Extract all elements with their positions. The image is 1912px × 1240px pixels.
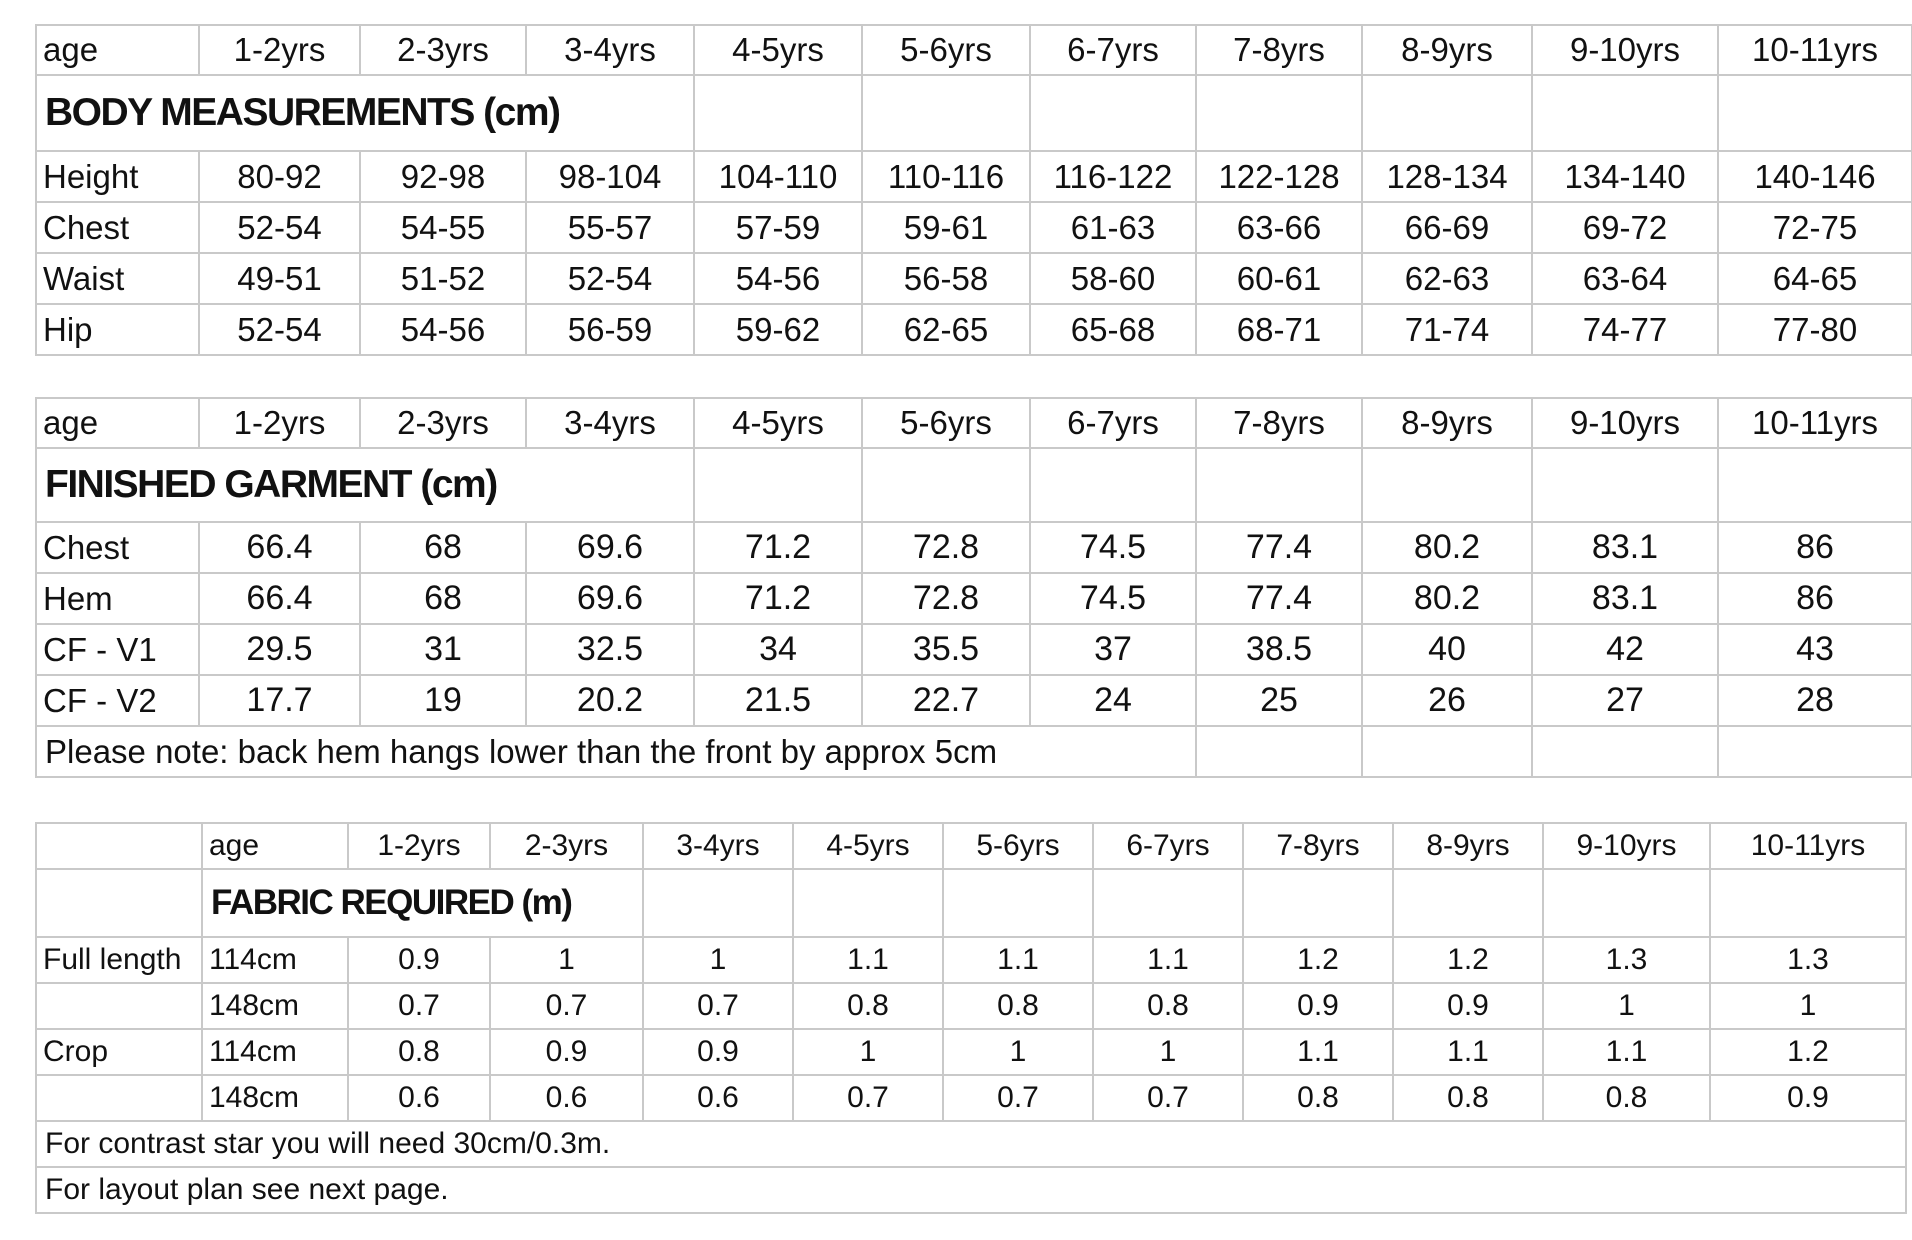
age-col: 8-9yrs [1393, 823, 1543, 869]
table-cell: 1.2 [1393, 937, 1543, 983]
age-col: 2-3yrs [360, 398, 526, 448]
row-label: Hip [36, 304, 199, 355]
table-cell: 80.2 [1362, 573, 1532, 624]
finished-garment-table [35, 397, 1912, 778]
table-cell: 56-58 [862, 253, 1030, 304]
age-col: 4-5yrs [793, 823, 943, 869]
table-cell: 0.9 [1243, 983, 1393, 1029]
row-group-label [36, 1075, 202, 1121]
table-row [36, 675, 1912, 726]
fabric-width: 114cm [202, 937, 348, 983]
note-text: For layout plan see next page. [36, 1167, 1906, 1213]
table-cell: 35.5 [862, 624, 1030, 675]
section-title: FINISHED GARMENT (cm) [36, 448, 694, 522]
table-row [36, 151, 1912, 202]
row-label: CF - V1 [36, 624, 199, 675]
age-col: 7-8yrs [1243, 823, 1393, 869]
row-label: CF - V2 [36, 675, 199, 726]
table-cell: 60-61 [1196, 253, 1362, 304]
table-cell: 38.5 [1196, 624, 1362, 675]
age-col: 7-8yrs [1196, 398, 1362, 448]
age-col: 5-6yrs [862, 398, 1030, 448]
table-cell: 122-128 [1196, 151, 1362, 202]
table-cell: 72.8 [862, 522, 1030, 573]
row-group-label: Full length [36, 937, 202, 983]
table-cell: 0.9 [643, 1029, 793, 1075]
table-cell: 1.1 [1243, 1029, 1393, 1075]
table-cell: 62-65 [862, 304, 1030, 355]
table-cell: 51-52 [360, 253, 526, 304]
age-col: 9-10yrs [1543, 823, 1710, 869]
age-label: age [36, 398, 199, 448]
table-cell: 1.1 [1543, 1029, 1710, 1075]
age-col: 9-10yrs [1532, 398, 1718, 448]
table-cell: 0.7 [643, 983, 793, 1029]
table-cell: 80-92 [199, 151, 360, 202]
age-header-row [36, 823, 1906, 869]
table-cell: 1.3 [1710, 937, 1906, 983]
table-cell: 77.4 [1196, 573, 1362, 624]
table-cell: 1.1 [943, 937, 1093, 983]
table-cell: 71.2 [694, 573, 862, 624]
table-cell: 42 [1532, 624, 1718, 675]
table-cell: 69.6 [526, 522, 694, 573]
age-col: 6-7yrs [1093, 823, 1243, 869]
table-cell: 1 [490, 937, 643, 983]
table-cell: 65-68 [1030, 304, 1196, 355]
table-cell: 61-63 [1030, 202, 1196, 253]
age-col: 10-11yrs [1718, 398, 1912, 448]
age-col: 1-2yrs [199, 398, 360, 448]
table-cell: 66.4 [199, 522, 360, 573]
table-cell: 28 [1718, 675, 1912, 726]
table-cell: 68 [360, 573, 526, 624]
table-cell: 110-116 [862, 151, 1030, 202]
section-title-row [36, 75, 1912, 151]
age-col: 10-11yrs [1710, 823, 1906, 869]
table-cell: 37 [1030, 624, 1196, 675]
table-cell: 62-63 [1362, 253, 1532, 304]
table-cell: 98-104 [526, 151, 694, 202]
table-cell: 92-98 [360, 151, 526, 202]
table-cell: 20.2 [526, 675, 694, 726]
age-col: 3-4yrs [643, 823, 793, 869]
table-cell: 80.2 [1362, 522, 1532, 573]
table-cell: 140-146 [1718, 151, 1912, 202]
table-cell: 66-69 [1362, 202, 1532, 253]
age-col: 6-7yrs [1030, 25, 1196, 75]
table-row [36, 253, 1912, 304]
table-cell: 29.5 [199, 624, 360, 675]
table-cell: 1.1 [1393, 1029, 1543, 1075]
table-cell: 63-64 [1532, 253, 1718, 304]
row-label: Hem [36, 573, 199, 624]
age-col: 3-4yrs [526, 25, 694, 75]
age-col: 5-6yrs [862, 25, 1030, 75]
table-cell: 0.8 [1393, 1075, 1543, 1121]
table-cell: 1 [1543, 983, 1710, 1029]
section-title: FABRIC REQUIRED (m) [202, 869, 643, 937]
age-col: 4-5yrs [694, 25, 862, 75]
age-col: 8-9yrs [1362, 25, 1532, 75]
fabric-width: 148cm [202, 1075, 348, 1121]
table-cell: 77.4 [1196, 522, 1362, 573]
table-cell: 68-71 [1196, 304, 1362, 355]
table-cell: 71-74 [1362, 304, 1532, 355]
table-row [36, 573, 1912, 624]
table-cell: 0.6 [348, 1075, 490, 1121]
table-cell: 17.7 [199, 675, 360, 726]
section-title-row [36, 869, 1906, 937]
row-group-label [36, 983, 202, 1029]
age-col: 8-9yrs [1362, 398, 1532, 448]
section-title: BODY MEASUREMENTS (cm) [36, 75, 694, 151]
table-cell: 83.1 [1532, 522, 1718, 573]
table-cell: 52-54 [199, 304, 360, 355]
table-cell: 0.8 [1543, 1075, 1710, 1121]
table-cell: 1.2 [1243, 937, 1393, 983]
table-row [36, 983, 1906, 1029]
table-cell: 59-61 [862, 202, 1030, 253]
table-row [36, 1075, 1906, 1121]
table-cell: 86 [1718, 522, 1912, 573]
table-cell: 128-134 [1362, 151, 1532, 202]
table-cell: 1 [793, 1029, 943, 1075]
fabric-width: 114cm [202, 1029, 348, 1075]
table-cell: 86 [1718, 573, 1912, 624]
table-cell: 0.7 [943, 1075, 1093, 1121]
table-cell: 0.9 [348, 937, 490, 983]
table-cell: 64-65 [1718, 253, 1912, 304]
age-col: 7-8yrs [1196, 25, 1362, 75]
age-col: 5-6yrs [943, 823, 1093, 869]
table-cell: 0.7 [793, 1075, 943, 1121]
age-label: age [202, 823, 348, 869]
table-cell: 63-66 [1196, 202, 1362, 253]
age-col: 2-3yrs [490, 823, 643, 869]
table-row [36, 624, 1912, 675]
note-row [36, 1121, 1906, 1167]
table-cell: 69.6 [526, 573, 694, 624]
table-cell: 57-59 [694, 202, 862, 253]
table-cell: 71.2 [694, 522, 862, 573]
table-cell: 55-57 [526, 202, 694, 253]
row-label: Height [36, 151, 199, 202]
age-col: 1-2yrs [348, 823, 490, 869]
table-cell: 0.9 [1393, 983, 1543, 1029]
table-cell: 19 [360, 675, 526, 726]
table-cell: 72.8 [862, 573, 1030, 624]
table-cell: 43 [1718, 624, 1912, 675]
table-cell: 74-77 [1532, 304, 1718, 355]
table-cell: 58-60 [1030, 253, 1196, 304]
table-cell: 0.7 [348, 983, 490, 1029]
table-cell: 52-54 [199, 202, 360, 253]
section-title-row [36, 448, 1912, 522]
table-cell: 1 [643, 937, 793, 983]
table-cell: 49-51 [199, 253, 360, 304]
table-cell: 56-59 [526, 304, 694, 355]
note-row [36, 726, 1912, 777]
table-cell: 1.2 [1710, 1029, 1906, 1075]
age-col: 3-4yrs [526, 398, 694, 448]
table-cell: 0.6 [490, 1075, 643, 1121]
table-cell: 54-55 [360, 202, 526, 253]
table-cell: 1 [1710, 983, 1906, 1029]
table-cell: 54-56 [360, 304, 526, 355]
table-row [36, 304, 1912, 355]
table-cell: 1.3 [1543, 937, 1710, 983]
table-cell: 52-54 [526, 253, 694, 304]
age-col: 6-7yrs [1030, 398, 1196, 448]
table-cell: 34 [694, 624, 862, 675]
table-cell: 1.1 [793, 937, 943, 983]
table-cell: 25 [1196, 675, 1362, 726]
table-cell: 0.7 [490, 983, 643, 1029]
row-label: Chest [36, 522, 199, 573]
table-cell: 0.8 [793, 983, 943, 1029]
age-label: age [36, 25, 199, 75]
table-cell: 0.8 [943, 983, 1093, 1029]
row-label: Waist [36, 253, 199, 304]
row-group-label: Crop [36, 1029, 202, 1075]
table-cell: 69-72 [1532, 202, 1718, 253]
table-cell: 59-62 [694, 304, 862, 355]
table-cell: 74.5 [1030, 573, 1196, 624]
table-cell: 0.7 [1093, 1075, 1243, 1121]
table-row [36, 202, 1912, 253]
table-cell: 66.4 [199, 573, 360, 624]
table-cell: 0.8 [1093, 983, 1243, 1029]
table-cell: 134-140 [1532, 151, 1718, 202]
table-cell: 116-122 [1030, 151, 1196, 202]
age-col: 4-5yrs [694, 398, 862, 448]
table-cell: 1 [943, 1029, 1093, 1075]
table-cell: 22.7 [862, 675, 1030, 726]
table-row [36, 937, 1906, 983]
age-header-row [36, 25, 1912, 75]
table-cell: 0.8 [1243, 1075, 1393, 1121]
age-header-row [36, 398, 1912, 448]
table-cell: 68 [360, 522, 526, 573]
table-cell: 0.9 [1710, 1075, 1906, 1121]
fabric-width: 148cm [202, 983, 348, 1029]
age-col: 2-3yrs [360, 25, 526, 75]
table-row [36, 522, 1912, 573]
table-row [36, 1029, 1906, 1075]
table-cell: 74.5 [1030, 522, 1196, 573]
table-cell: 21.5 [694, 675, 862, 726]
age-col: 10-11yrs [1718, 25, 1912, 75]
table-cell: 1.1 [1093, 937, 1243, 983]
table-cell: 31 [360, 624, 526, 675]
table-cell: 54-56 [694, 253, 862, 304]
table-cell: 77-80 [1718, 304, 1912, 355]
table-cell: 32.5 [526, 624, 694, 675]
fabric-required-table [35, 822, 1907, 1214]
table-cell: 72-75 [1718, 202, 1912, 253]
age-col: 1-2yrs [199, 25, 360, 75]
table-cell: 24 [1030, 675, 1196, 726]
table-cell: 104-110 [694, 151, 862, 202]
age-col: 9-10yrs [1532, 25, 1718, 75]
table-cell: 40 [1362, 624, 1532, 675]
body-measurements-table [35, 24, 1912, 356]
note-row [36, 1167, 1906, 1213]
table-cell: 0.9 [490, 1029, 643, 1075]
table-cell: 26 [1362, 675, 1532, 726]
table-cell: 0.8 [348, 1029, 490, 1075]
table-cell: 0.6 [643, 1075, 793, 1121]
row-label: Chest [36, 202, 199, 253]
table-cell: 1 [1093, 1029, 1243, 1075]
note-text: For contrast star you will need 30cm/0.3m. [36, 1121, 1906, 1167]
note-text: Please note: back hem hangs lower than the front by approx 5cm [36, 726, 1196, 777]
table-cell: 83.1 [1532, 573, 1718, 624]
table-cell: 27 [1532, 675, 1718, 726]
